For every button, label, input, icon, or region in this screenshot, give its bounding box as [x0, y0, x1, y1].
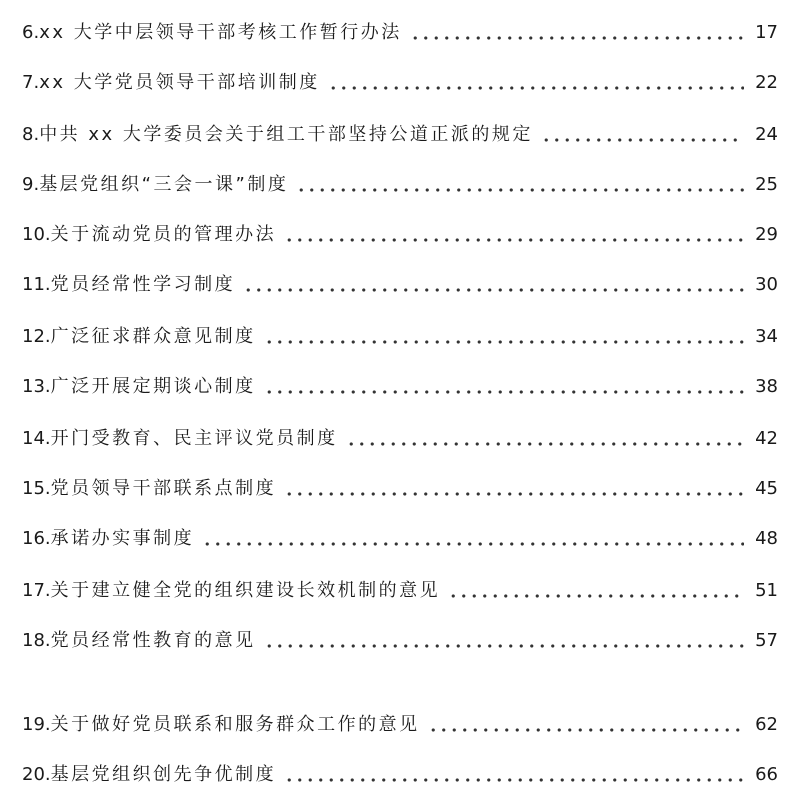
toc-entry-number: 18.	[22, 630, 51, 651]
dot-leader	[410, 35, 744, 41]
toc-entry-page: 42	[755, 428, 778, 449]
toc-entry[interactable]	[22, 116, 778, 146]
toc-entry[interactable]	[22, 420, 778, 450]
toc-entry-page: 66	[755, 764, 778, 785]
dot-leader	[264, 643, 744, 649]
toc-entry-title: 承诺办实事制度	[50, 528, 195, 549]
toc-entry-title: 关于建立健全党的组织建设长效机制的意见	[50, 580, 441, 601]
toc-entry[interactable]	[22, 572, 778, 602]
toc-entry-title: 基层党组织“三会一课”制度	[39, 174, 289, 195]
toc-entry[interactable]	[22, 318, 778, 348]
toc-entry-title: 开门受教育、民主评议党员制度	[50, 428, 338, 449]
toc-entry[interactable]	[22, 706, 778, 736]
toc-entry-page: 48	[755, 528, 778, 549]
dot-leader	[284, 237, 744, 243]
dot-leader	[428, 727, 744, 733]
toc-entry-page: 51	[755, 580, 778, 601]
toc-entry-number: 7.	[22, 72, 40, 93]
toc-entry-title: xx 大学中层领导干部考核工作暂行办法	[39, 22, 402, 43]
toc-entry-page: 57	[755, 630, 778, 651]
toc-entry-page: 34	[755, 326, 778, 347]
toc-entry-page: 24	[755, 124, 778, 145]
toc-entry-title: xx 大学党员领导干部培训制度	[39, 72, 320, 93]
toc-entry-title: 基层党组织创先争优制度	[50, 764, 277, 785]
dot-leader	[328, 85, 744, 91]
toc-entry-number: 15.	[22, 478, 51, 499]
toc-entry[interactable]	[22, 64, 778, 94]
toc-entry[interactable]	[22, 216, 778, 246]
toc-entry-number: 10.	[22, 224, 51, 245]
toc-entry-number: 12.	[22, 326, 51, 347]
toc-entry-title: 中共 xx 大学委员会关于组工干部坚持公道正派的规定	[39, 124, 533, 145]
dot-leader	[264, 389, 744, 395]
toc-entry-page: 17	[755, 22, 778, 43]
toc-entry-title: 广泛开展定期谈心制度	[50, 376, 256, 397]
toc-entry-page: 25	[755, 174, 778, 195]
toc-entry-title: 党员经常性教育的意见	[50, 630, 256, 651]
toc-entry-number: 13.	[22, 376, 51, 397]
toc-entry-number: 16.	[22, 528, 51, 549]
toc-entry[interactable]	[22, 756, 778, 786]
toc-entry[interactable]	[22, 470, 778, 500]
toc-entry[interactable]	[22, 622, 778, 652]
dot-leader	[296, 187, 744, 193]
toc-entry-number: 9.	[22, 174, 40, 195]
dot-leader	[346, 441, 744, 447]
toc-entry-title: 广泛征求群众意见制度	[50, 326, 256, 347]
dot-leader	[264, 339, 744, 345]
toc-entry[interactable]	[22, 520, 778, 550]
toc-entry-page: 38	[755, 376, 778, 397]
toc-entry-number: 20.	[22, 764, 51, 785]
toc-entry[interactable]	[22, 266, 778, 296]
toc-entry[interactable]	[22, 166, 778, 196]
toc-entry[interactable]	[22, 368, 778, 398]
toc-entry-number: 19.	[22, 714, 51, 735]
dot-leader	[284, 777, 744, 783]
dot-leader	[243, 287, 744, 293]
dot-leader	[541, 137, 744, 143]
toc-entry-number: 17.	[22, 580, 51, 601]
dot-leader	[202, 541, 744, 547]
toc-entry-page: 30	[755, 274, 778, 295]
toc-entry-number: 14.	[22, 428, 51, 449]
toc-entry-page: 45	[755, 478, 778, 499]
dot-leader	[448, 593, 744, 599]
toc-entry-page: 62	[755, 714, 778, 735]
toc-entry-title: 党员领导干部联系点制度	[50, 478, 277, 499]
toc-entry-number: 11.	[22, 274, 51, 295]
toc-entry-number: 8.	[22, 124, 40, 145]
toc-entry-title: 党员经常性学习制度	[50, 274, 236, 295]
toc-entry-page: 22	[755, 72, 778, 93]
toc-entry[interactable]	[22, 14, 778, 44]
toc-entry-title: 关于流动党员的管理办法	[50, 224, 277, 245]
dot-leader	[284, 491, 744, 497]
toc-entry-title: 关于做好党员联系和服务群众工作的意见	[50, 714, 420, 735]
toc-entry-page: 29	[755, 224, 778, 245]
toc-entry-number: 6.	[22, 22, 40, 43]
